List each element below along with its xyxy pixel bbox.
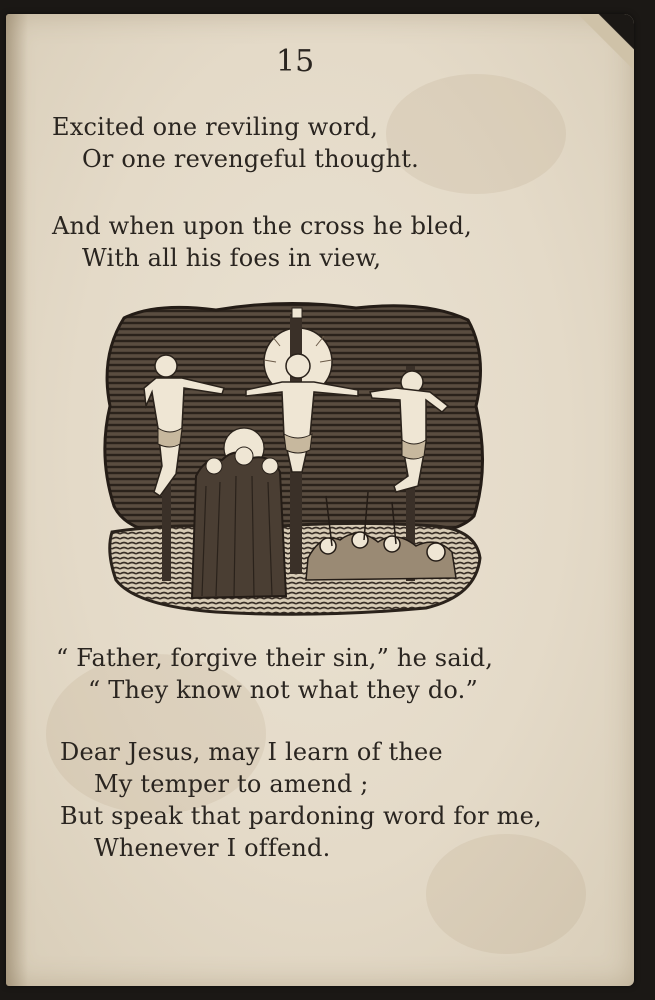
verse-line: My temper to amend ; — [94, 770, 369, 798]
verse-line: Whenever I offend. — [94, 834, 331, 862]
worn-page-corner — [576, 14, 634, 72]
verse-line: With all his foes in view, — [82, 244, 382, 272]
verse-line: Dear Jesus, may I learn of thee — [60, 738, 443, 766]
page-gutter-shadow — [6, 14, 28, 986]
verse-line: Or one revengeful thought. — [82, 145, 419, 173]
verse-line: And when upon the cross he bled, — [52, 212, 472, 240]
page-number: 15 — [276, 44, 315, 79]
crucifixion-woodcut-icon — [96, 296, 491, 631]
paper-stain — [426, 834, 586, 954]
book-page — [6, 14, 634, 986]
verse-line: But speak that pardoning word for me, — [60, 802, 542, 830]
verse-line: “ Father, forgive their sin,” he said, — [56, 644, 494, 672]
verse-line: Excited one reviling word, — [52, 113, 379, 141]
verse-line: “ They know not what they do.” — [88, 676, 478, 704]
paper-stain — [386, 74, 566, 194]
